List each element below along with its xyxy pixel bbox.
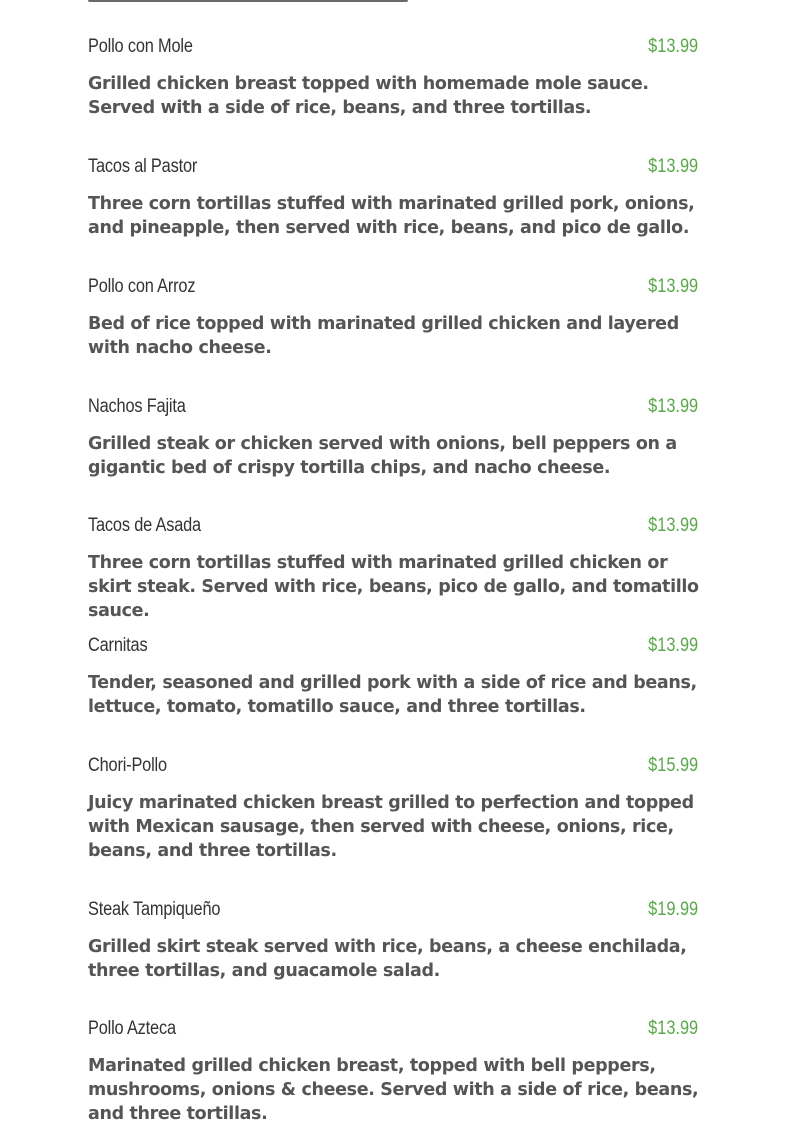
menu-item xyxy=(88,396,698,480)
menu-item xyxy=(88,36,698,120)
menu-item-name: Pollo Azteca xyxy=(88,1018,176,1039)
menu-item-description: Bed of rice topped with marinated grilled chicken and layered with nacho cheese. xyxy=(88,314,679,358)
menu-item-description: Three corn tortillas stuffed with marinated grilled pork, onions, and pineapple, then served with rice, beans, and pico de gallo. xyxy=(88,194,695,238)
menu-item-price: $19.99 xyxy=(648,899,698,920)
menu-item-name: Carnitas xyxy=(88,635,148,656)
menu-item-name: Chori-Pollo xyxy=(88,755,167,776)
menu-item-price: $13.99 xyxy=(648,156,698,177)
menu-item-price: $13.99 xyxy=(648,635,698,656)
menu-item-price: $13.99 xyxy=(648,276,698,297)
menu-item-name: Nachos Fajita xyxy=(88,396,186,417)
menu-item-description: Grilled steak or chicken served with onions, bell peppers on a gigantic bed of crispy tortilla chips, and nacho cheese. xyxy=(88,434,677,478)
menu-item-price: $15.99 xyxy=(648,755,698,776)
menu-item xyxy=(88,156,698,240)
menu-item-price: $13.99 xyxy=(648,396,698,417)
menu-item-name: Tacos de Asada xyxy=(88,515,201,536)
menu-item xyxy=(88,515,698,623)
menu-item-description: Tender, seasoned and grilled pork with a side of rice and beans, lettuce, tomato, tomatillo sauce, and three tortillas. xyxy=(88,673,697,717)
menu-item-price: $13.99 xyxy=(648,515,698,536)
menu-item-price: $13.99 xyxy=(648,36,698,57)
menu-item-name: Tacos al Pastor xyxy=(88,156,198,177)
menu-item xyxy=(88,635,698,719)
menu-item-name: Steak Tampiqueño xyxy=(88,899,221,920)
section-heading-cutoff xyxy=(88,0,408,4)
menu-item xyxy=(88,899,698,983)
menu-item xyxy=(88,276,698,360)
menu-item xyxy=(88,755,698,863)
menu-item-price: $13.99 xyxy=(648,1018,698,1039)
menu-item-description: Juicy marinated chicken breast grilled to perfection and topped with Mexican sausage, then served with cheese, onions, rice, beans, and three tortillas. xyxy=(88,793,694,861)
menu-item-name: Pollo con Arroz xyxy=(88,276,196,297)
menu-item-description: Grilled chicken breast topped with homemade mole sauce. Served with a side of rice, beans, and three tortillas. xyxy=(88,74,649,118)
menu-item-name: Pollo con Mole xyxy=(88,36,193,57)
menu-item xyxy=(88,1018,698,1126)
menu-item-description: Marinated grilled chicken breast, topped with bell peppers, mushrooms, onions & cheese. Served with a side of rice, beans, and three tortillas. xyxy=(88,1056,699,1124)
menu-item-description: Three corn tortillas stuffed with marinated grilled chicken or skirt steak. Served with rice, beans, pico de gallo, and tomatillo sauce. xyxy=(88,553,699,621)
menu-item-description: Grilled skirt steak served with rice, beans, a cheese enchilada, three tortillas, and guacamole salad. xyxy=(88,937,687,981)
